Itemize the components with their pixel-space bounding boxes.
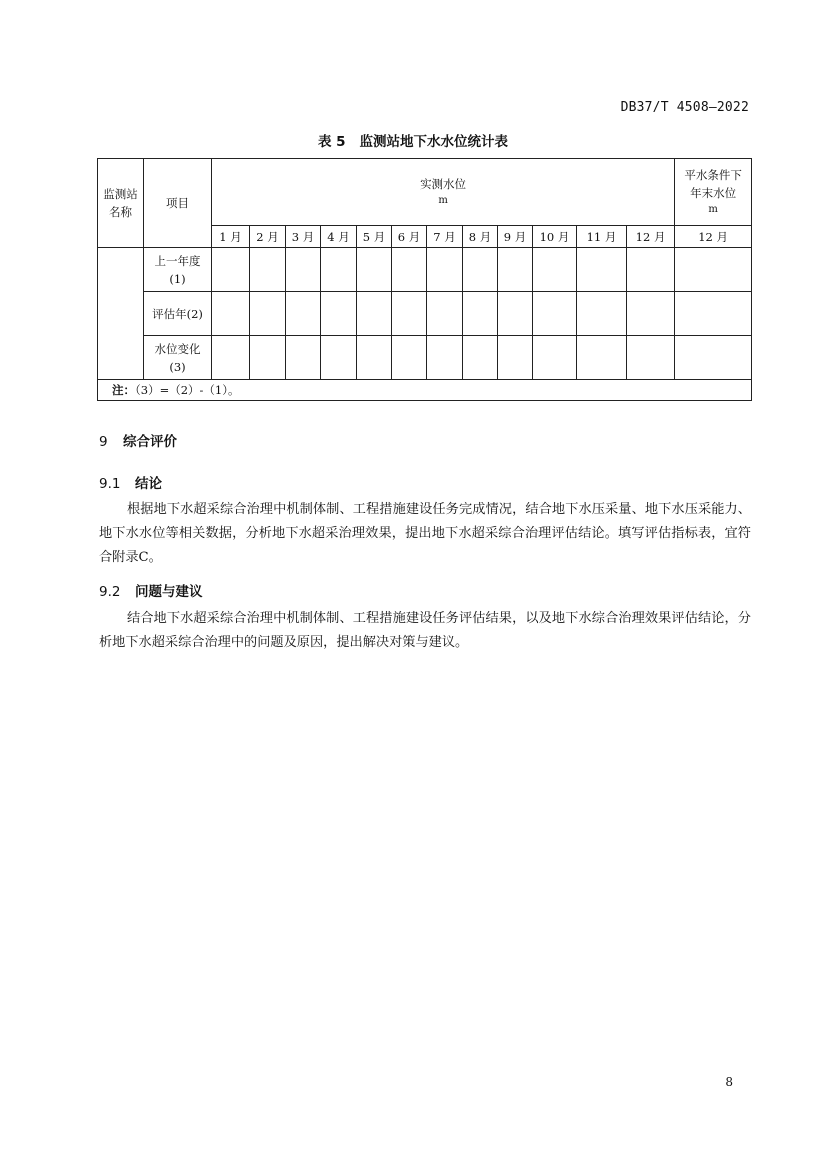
data-cell xyxy=(392,248,427,292)
data-cell xyxy=(286,248,321,292)
table-note-text: （3）=（2）-（1）。 xyxy=(135,383,240,397)
data-cell xyxy=(392,292,427,336)
data-cell xyxy=(250,336,286,380)
data-cell xyxy=(321,292,357,336)
data-cell xyxy=(321,248,357,292)
month-header: 3 月 xyxy=(286,226,321,248)
data-cell xyxy=(392,336,427,380)
month-header: 6 月 xyxy=(392,226,427,248)
month-header: 10 月 xyxy=(533,226,577,248)
data-cell xyxy=(321,336,357,380)
page-number: 8 xyxy=(725,1075,733,1089)
data-cell xyxy=(627,248,675,292)
normal-month-header: 12 月 xyxy=(675,226,752,248)
month-header: 1 月 xyxy=(212,226,250,248)
month-header: 7 月 xyxy=(427,226,463,248)
row-label-previous-year xyxy=(144,248,212,292)
data-cell xyxy=(498,248,533,292)
row-label-text: 上一年度 xyxy=(154,253,201,268)
row-label-assessment-year: 评估年(2) xyxy=(144,292,212,336)
data-cell xyxy=(577,292,627,336)
month-header: 4 月 xyxy=(321,226,357,248)
table-note xyxy=(98,380,752,401)
section-9-2-title: 问题与建议 xyxy=(135,584,203,600)
data-cell xyxy=(250,248,286,292)
data-cell xyxy=(463,292,498,336)
data-cell xyxy=(533,248,577,292)
data-cell xyxy=(286,336,321,380)
data-cell xyxy=(627,336,675,380)
data-cell xyxy=(286,292,321,336)
month-header: 2 月 xyxy=(250,226,286,248)
section-9-2-number: 9.2 xyxy=(99,584,121,600)
month-header: 11 月 xyxy=(577,226,627,248)
data-cell xyxy=(577,336,627,380)
data-cell xyxy=(463,248,498,292)
header-station-name: 监测站名称 xyxy=(98,159,144,248)
data-cell xyxy=(675,336,752,380)
document-code: DB37/T 4508—2022 xyxy=(620,100,749,115)
month-header: 8 月 xyxy=(463,226,498,248)
month-header: 9 月 xyxy=(498,226,533,248)
data-cell xyxy=(212,292,250,336)
row-label-code: (1) xyxy=(169,271,186,286)
section-9-1-number: 9.1 xyxy=(99,476,121,492)
header-item: 项目 xyxy=(144,159,212,248)
row-label-text: 水位变化 xyxy=(154,341,201,356)
header-normal-unit: m xyxy=(708,204,718,215)
table-title-text: 监测站地下水水位统计表 xyxy=(359,134,509,150)
section-9-number: 9 xyxy=(99,434,108,450)
data-cell xyxy=(675,292,752,336)
data-cell xyxy=(577,248,627,292)
station-name-cell xyxy=(98,248,144,380)
data-cell xyxy=(427,248,463,292)
data-cell xyxy=(357,248,392,292)
section-9-heading xyxy=(99,430,177,450)
data-cell xyxy=(498,336,533,380)
section-9-1-heading xyxy=(99,472,162,492)
section-9-1-title: 结论 xyxy=(135,476,162,492)
data-cell xyxy=(357,292,392,336)
row-label-level-change xyxy=(144,336,212,380)
table-title xyxy=(0,130,826,150)
data-cell xyxy=(533,292,577,336)
data-cell xyxy=(498,292,533,336)
data-cell xyxy=(463,336,498,380)
section-9-title: 综合评价 xyxy=(123,434,177,450)
header-measured-unit: m xyxy=(438,195,448,206)
table-number: 表 5 xyxy=(317,134,346,150)
data-cell xyxy=(357,336,392,380)
data-cell xyxy=(427,336,463,380)
water-level-table xyxy=(97,158,752,401)
data-cell xyxy=(675,248,752,292)
section-9-2-heading xyxy=(99,580,203,600)
month-header: 5 月 xyxy=(357,226,392,248)
data-cell xyxy=(427,292,463,336)
table-row xyxy=(98,292,752,336)
data-cell xyxy=(533,336,577,380)
table-note-label: 注： xyxy=(112,383,135,397)
section-9-2-paragraph: 结合地下水超采综合治理中机制体制、工程措施建设任务评估结果，以及地下水综合治理效果评估结论，分析地下水超采综合治理中的问题及原因，提出解决对策与建议。 xyxy=(99,611,751,650)
row-label-code: (3) xyxy=(169,359,186,374)
section-9-1-paragraph: 根据地下水超采综合治理中机制体制、工程措施建设任务完成情况，结合地下水压采量、地下水压采能力、地下水水位等相关数据，分析地下水超采治理效果，提出地下水超采综合治理评估结论。填写评估指标表，宜符合附录C。 xyxy=(99,502,751,565)
month-header: 12 月 xyxy=(627,226,675,248)
header-normal-label: 平水条件下年末水位 xyxy=(684,168,742,200)
header-normal-level xyxy=(675,159,752,226)
table-row xyxy=(98,336,752,380)
header-measured-level xyxy=(212,159,675,226)
data-cell xyxy=(212,336,250,380)
table-row xyxy=(98,248,752,292)
data-cell xyxy=(212,248,250,292)
data-cell xyxy=(627,292,675,336)
header-measured-label: 实测水位 xyxy=(420,177,467,191)
data-cell xyxy=(250,292,286,336)
